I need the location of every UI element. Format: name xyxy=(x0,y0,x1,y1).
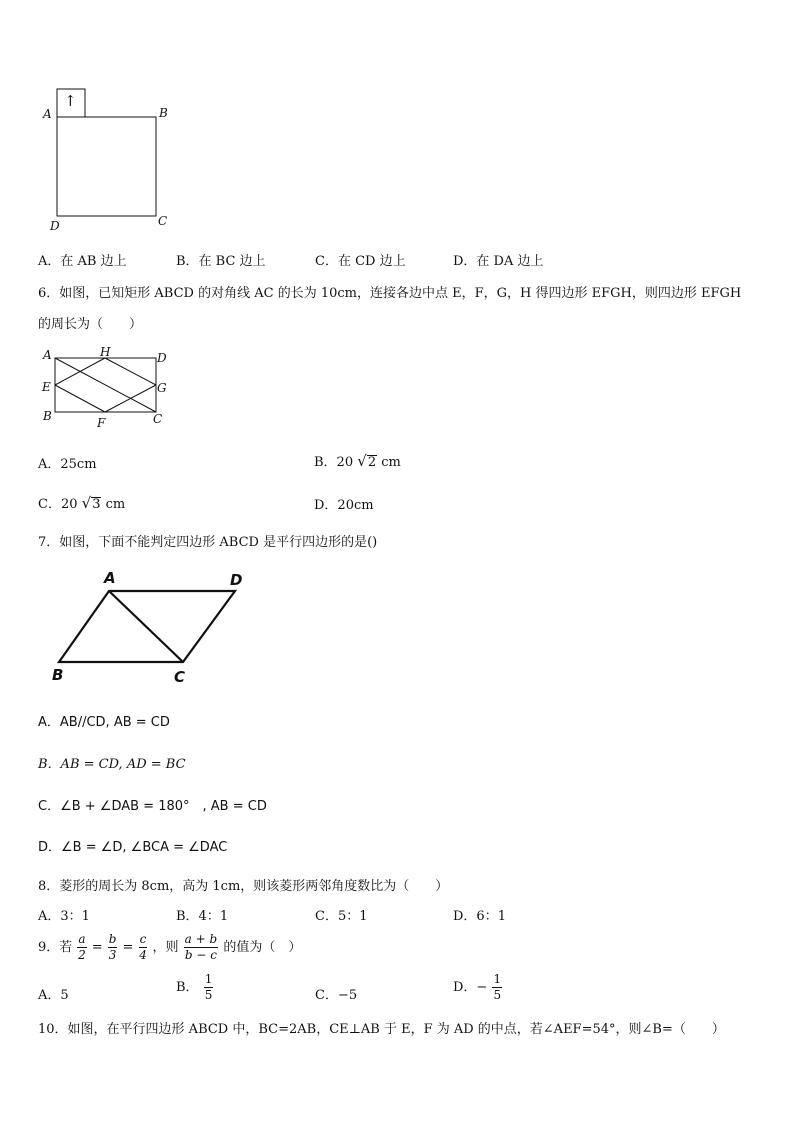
label-b: B xyxy=(159,106,168,120)
label-b: B xyxy=(43,409,52,423)
segment-fe xyxy=(55,385,105,412)
q6-option-a: A．25cm xyxy=(38,457,97,472)
q5-option-a: A．在 AB 边上 xyxy=(38,254,127,269)
label-b: B xyxy=(52,666,64,684)
square-abcd xyxy=(57,117,156,216)
q7-option-c: C．∠B + ∠DAB = 180° , AB = CD xyxy=(38,799,267,814)
q7-option-a: A．AB//CD, AB = CD xyxy=(38,715,170,730)
q5-option-b: B．在 BC 边上 xyxy=(176,254,266,269)
label-c: C xyxy=(158,214,168,228)
q6-option-c: C．20 √3 cm xyxy=(38,494,126,512)
q6-option-d: D．20cm xyxy=(314,498,374,513)
q5-option-d: D．在 DA 边上 xyxy=(453,254,544,269)
label-c: C xyxy=(174,668,186,686)
q7-option-d: D．∠B = ∠D, ∠BCA = ∠DAC xyxy=(38,840,228,855)
q9-option-d: D．− $\frac{1}{5}$ xyxy=(453,972,502,1002)
arrow-icon: ↑ xyxy=(64,92,77,110)
label-a: A xyxy=(43,348,52,362)
label-f: F xyxy=(97,416,106,430)
label-c: C xyxy=(153,412,163,426)
q7-stem: 7．如图，下面不能判定四边形 ABCD 是平行四边形的是() xyxy=(38,535,378,550)
diagonal-ac xyxy=(55,358,156,412)
q5-option-c: C．在 CD 边上 xyxy=(315,254,406,269)
q9-option-c: C．−5 xyxy=(315,988,358,1003)
q7-option-b: B．AB = CD, AD = BC xyxy=(38,757,186,772)
diagonal-ac xyxy=(109,591,183,662)
q8-stem: 8．菱形的周长为 8cm，高为 1cm，则该菱形两邻角度数比为（ ） xyxy=(38,879,449,894)
q10-stem: 10．如图，在平行四边形 ABCD 中，BC=2AB，CE⊥AB 于 E，F 为 AD 的中点，若∠AEF=54°，则∠B=（ ） xyxy=(38,1022,725,1037)
q8-option-d: D．6：1 xyxy=(453,909,506,924)
label-e: E xyxy=(42,380,51,394)
q9-stem: 9．若 $\frac{a}{2}$ = $\frac{b}{3}$ = $\frac{c}{4}$ ，则 $\frac{a + b}{b - c}$ 的值为（ ） xyxy=(38,932,302,962)
label-a: A xyxy=(104,569,116,587)
label-g: G xyxy=(157,381,167,395)
q8-option-b: B．4：1 xyxy=(176,909,229,924)
q6-stem-line2: 的周长为（ ） xyxy=(38,317,143,332)
q9-option-b: B． $\frac{1}{5}$ xyxy=(176,972,213,1002)
label-d: D xyxy=(157,351,167,365)
segment-hg xyxy=(105,358,156,385)
parallelogram-figure xyxy=(55,583,255,693)
q8-option-a: A．3：1 xyxy=(38,909,90,924)
label-a: A xyxy=(43,107,52,121)
q8-option-c: C．5：1 xyxy=(315,909,368,924)
label-h: H xyxy=(100,345,111,359)
label-d: D xyxy=(50,219,60,233)
label-d: D xyxy=(230,571,243,589)
q9-option-a: A．5 xyxy=(38,988,69,1003)
q6-option-b: B．20 √2 cm xyxy=(314,452,401,470)
q6-stem-line1: 6．如图，已知矩形 ABCD 的对角线 AC 的长为 10cm，连接各边中点 E，F，G，H 得四边形 EFGH，则四边形 EFGH xyxy=(38,286,742,301)
